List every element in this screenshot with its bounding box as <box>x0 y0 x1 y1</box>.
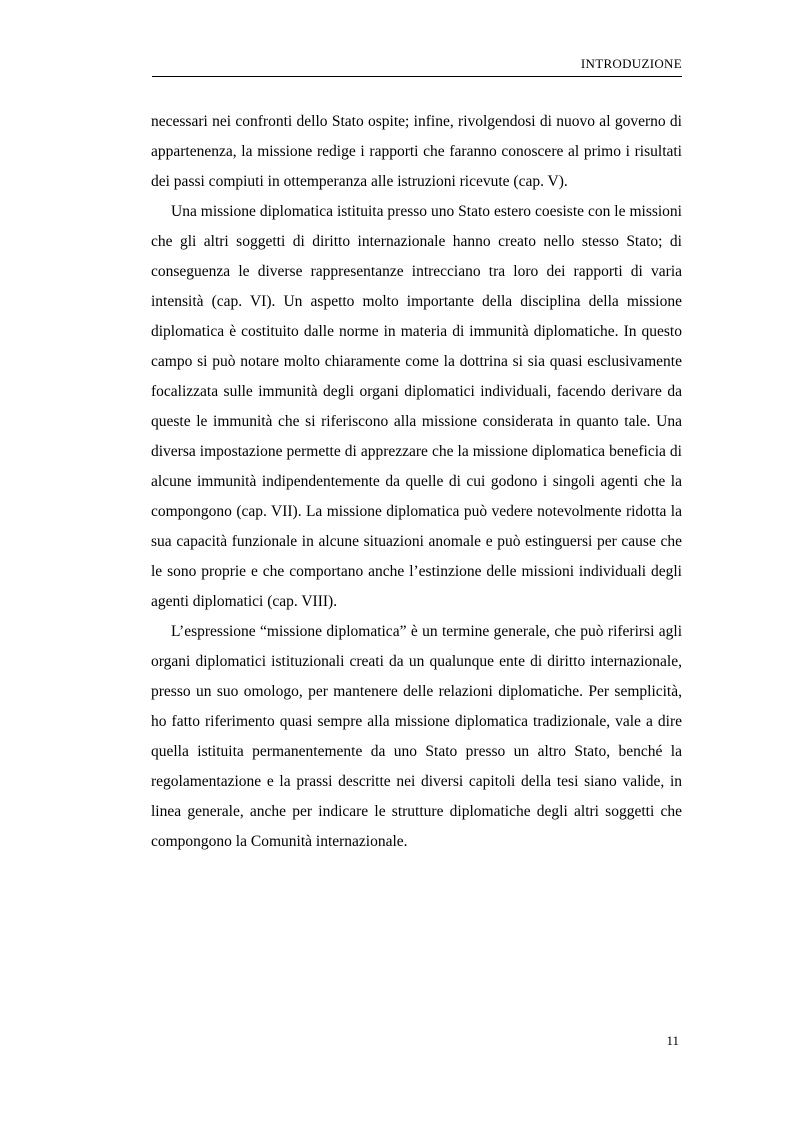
paragraph-diplomatic-relations: Una missione diplomatica istituita presso uno Stato estero coesiste con le missioni che gli altri soggetti di diritto internazionale hanno creato nello stesso Stato; di conseguenza le diverse rappresentanze intrecciano tra loro dei rapporti di varia intensità (cap. VI). Un aspetto molto importante della disciplina della missione diplomatica è costituito dalle norme in materia di immunità diplomatiche. In questo campo si può notare molto chiaramente come la dottrina si sia quasi esclusivamente focalizzata sulle immunità degli organi diplomatici individuali, facendo derivare da queste le immunità che si riferiscono alla missione considerata in quanto tale. Una diversa impostazione permette di apprezzare che la missione diplomatica beneficia di alcune immunità indipendentemente da quelle di cui godono i singoli agenti che la compongono (cap. VII). La missione diplomatica può vedere notevolmente ridotta la sua capacità funzionale in alcune situazioni anomale e può estinguersi per cause che le sono proprie e che comportano anche l’estinzione delle missioni individuali degli agenti diplomatici (cap. VIII). <box>151 203 682 610</box>
paragraph-definition: L’espressione “missione diplomatica” è un termine generale, che può riferirsi agli organi diplomatici istituzionali creati da un qualunque ente di diritto internazionale, presso un suo omologo, per mantenere delle relazioni diplomatiche. Per semplicità, ho fatto riferimento quasi sempre alla missione diplomatica tradizionale, vale a dire quella istituita permanentemente da uno Stato presso un altro Stato, benché la regolamentazione e la prassi descritte nei diversi capitoli della tesi siano valide, in linea generale, anche per indicare le strutture diplomatiche degli altri soggetti che compongono la Comunità internazionale. <box>151 623 682 850</box>
page-number: 11 <box>666 1033 679 1048</box>
body-text <box>151 107 682 857</box>
header-rule <box>152 76 682 77</box>
paragraph-continuation: necessari nei confronti dello Stato ospite; infine, rivolgendosi di nuovo al governo di appartenenza, la missione redige i rapporti che faranno conoscere al primo i risultati dei passi compiuti in ottemperanza alle istruzioni ricevute (cap. V). <box>151 113 682 190</box>
running-header: INTRODUZIONE <box>580 56 682 71</box>
